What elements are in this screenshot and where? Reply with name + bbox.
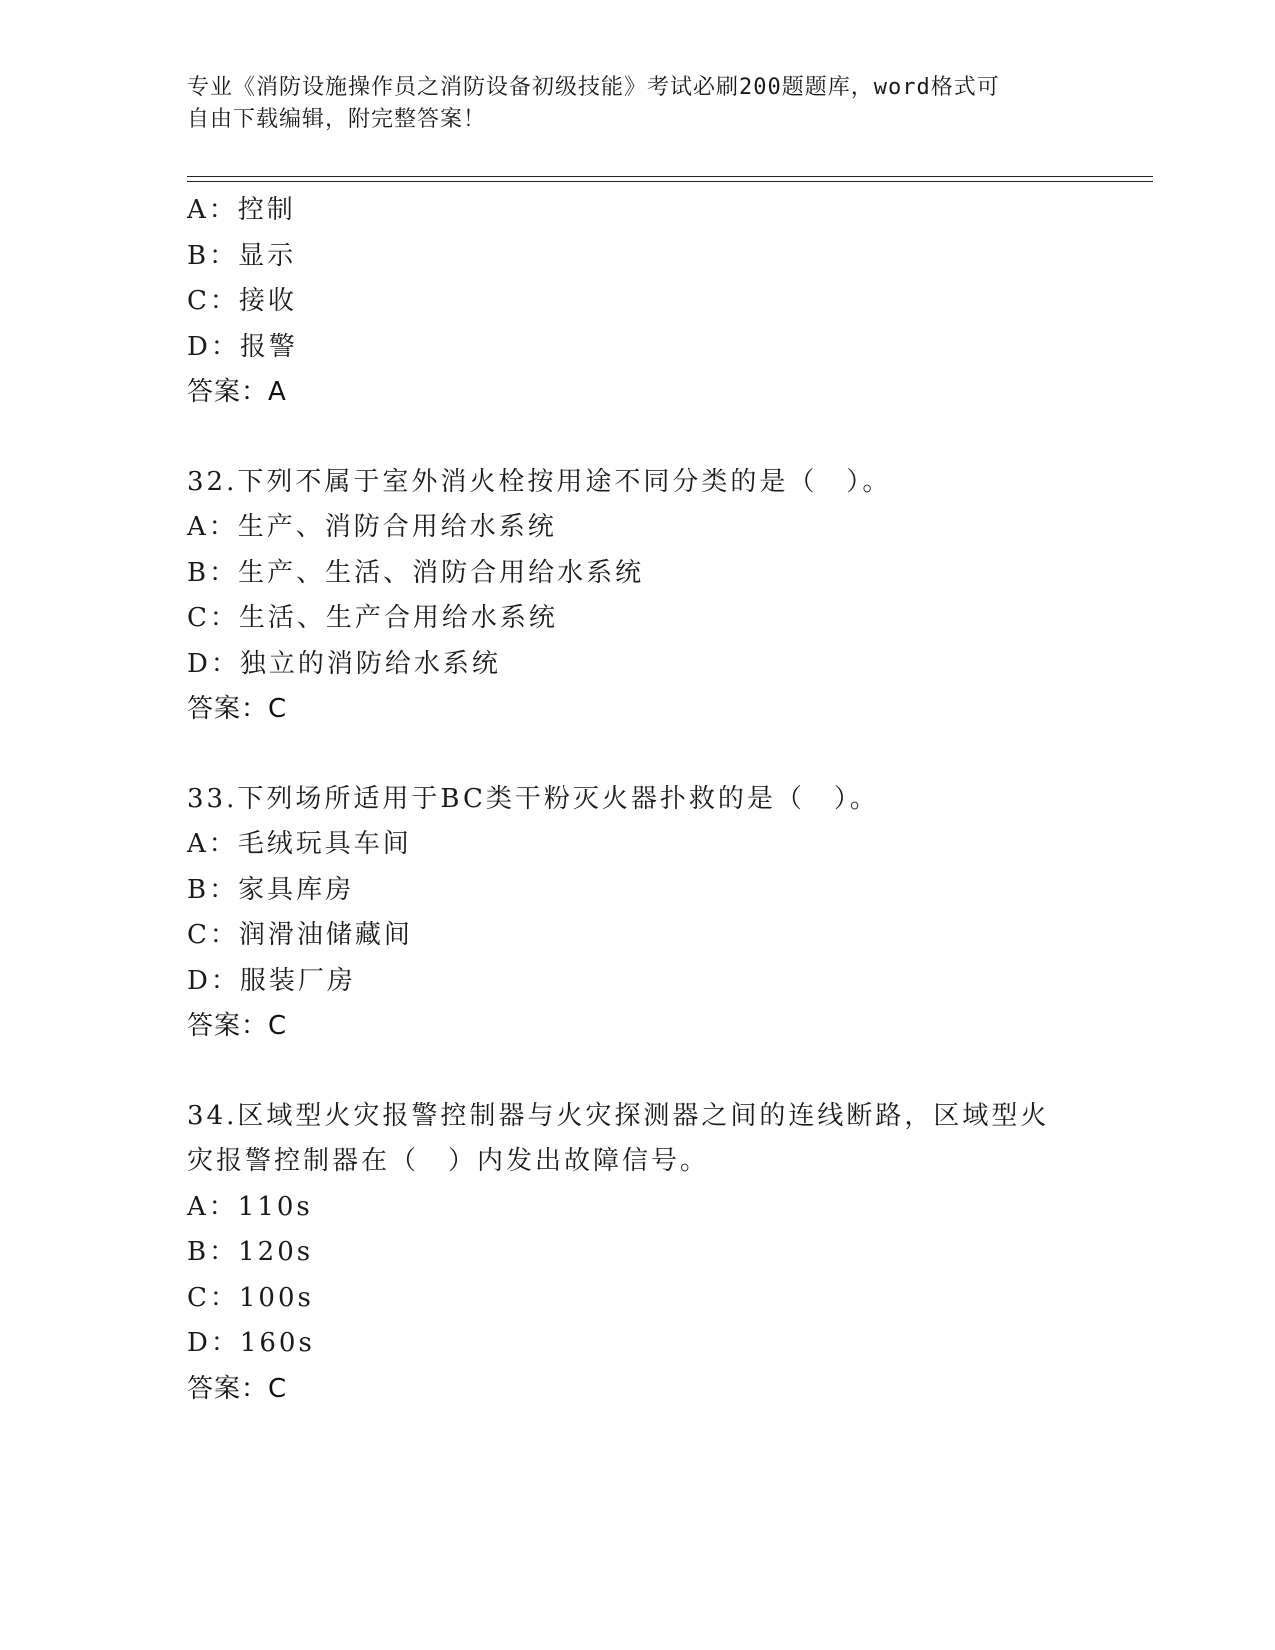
option-b: B：生产、生活、消防合用给水系统 [187,557,645,588]
option-a: A：控制 [187,195,296,225]
spacer [187,733,1087,777]
header-line-1: 专业《消防设施操作员之消防设备初级技能》考试必刷200题题库，word格式可 [187,75,1000,100]
header-divider-bottom [187,181,1153,182]
question-text: 34.区域型火灾报警控制器与火灾探测器之间的连线断路，区域型火灾报警控制器在（ ）内发出故障信号。 [187,1100,1050,1176]
option-c: C：生活、生产合用给水系统 [187,603,558,633]
option-a: A：生产、消防合用给水系统 [187,512,557,542]
option-b: B：120s [187,1237,314,1267]
option-d: D：独立的消防给水系统 [187,648,501,679]
spacer [187,1050,1087,1094]
header-line-2: 自由下载编辑，附完整答案！ [187,107,487,132]
answer-line: 答案：C [187,694,288,724]
answer-line: 答案：C [187,1373,288,1404]
option-c: C：100s [187,1282,314,1313]
question-block [187,777,1087,1050]
question-text: 32.下列不属于室外消火栓按用途不同分类的是（ ）。 [187,466,892,497]
option-c: C：接收 [187,286,297,316]
document-header [187,72,1067,136]
option-d: D：报警 [187,331,298,362]
option-d: D：160s [187,1328,315,1358]
question-block [187,460,1087,733]
option-a: A：毛绒玩具车间 [187,829,412,859]
option-b: B：家具库房 [187,874,355,905]
option-a: A：110s [187,1191,313,1222]
option-d: D：服装厂房 [187,965,356,996]
question-block [187,188,1087,416]
spacer [187,416,1087,460]
answer-line: 答案：C [187,1011,288,1041]
question-list [187,188,1087,1412]
option-b: B：显示 [187,240,297,271]
option-c: C：润滑油储藏间 [187,920,413,950]
question-block [187,1094,1087,1413]
header-divider-top [187,176,1153,177]
answer-line: 答案：A [187,377,287,407]
question-text: 33.下列场所适用于BC类干粉灭火器扑救的是（ ）。 [187,783,879,814]
